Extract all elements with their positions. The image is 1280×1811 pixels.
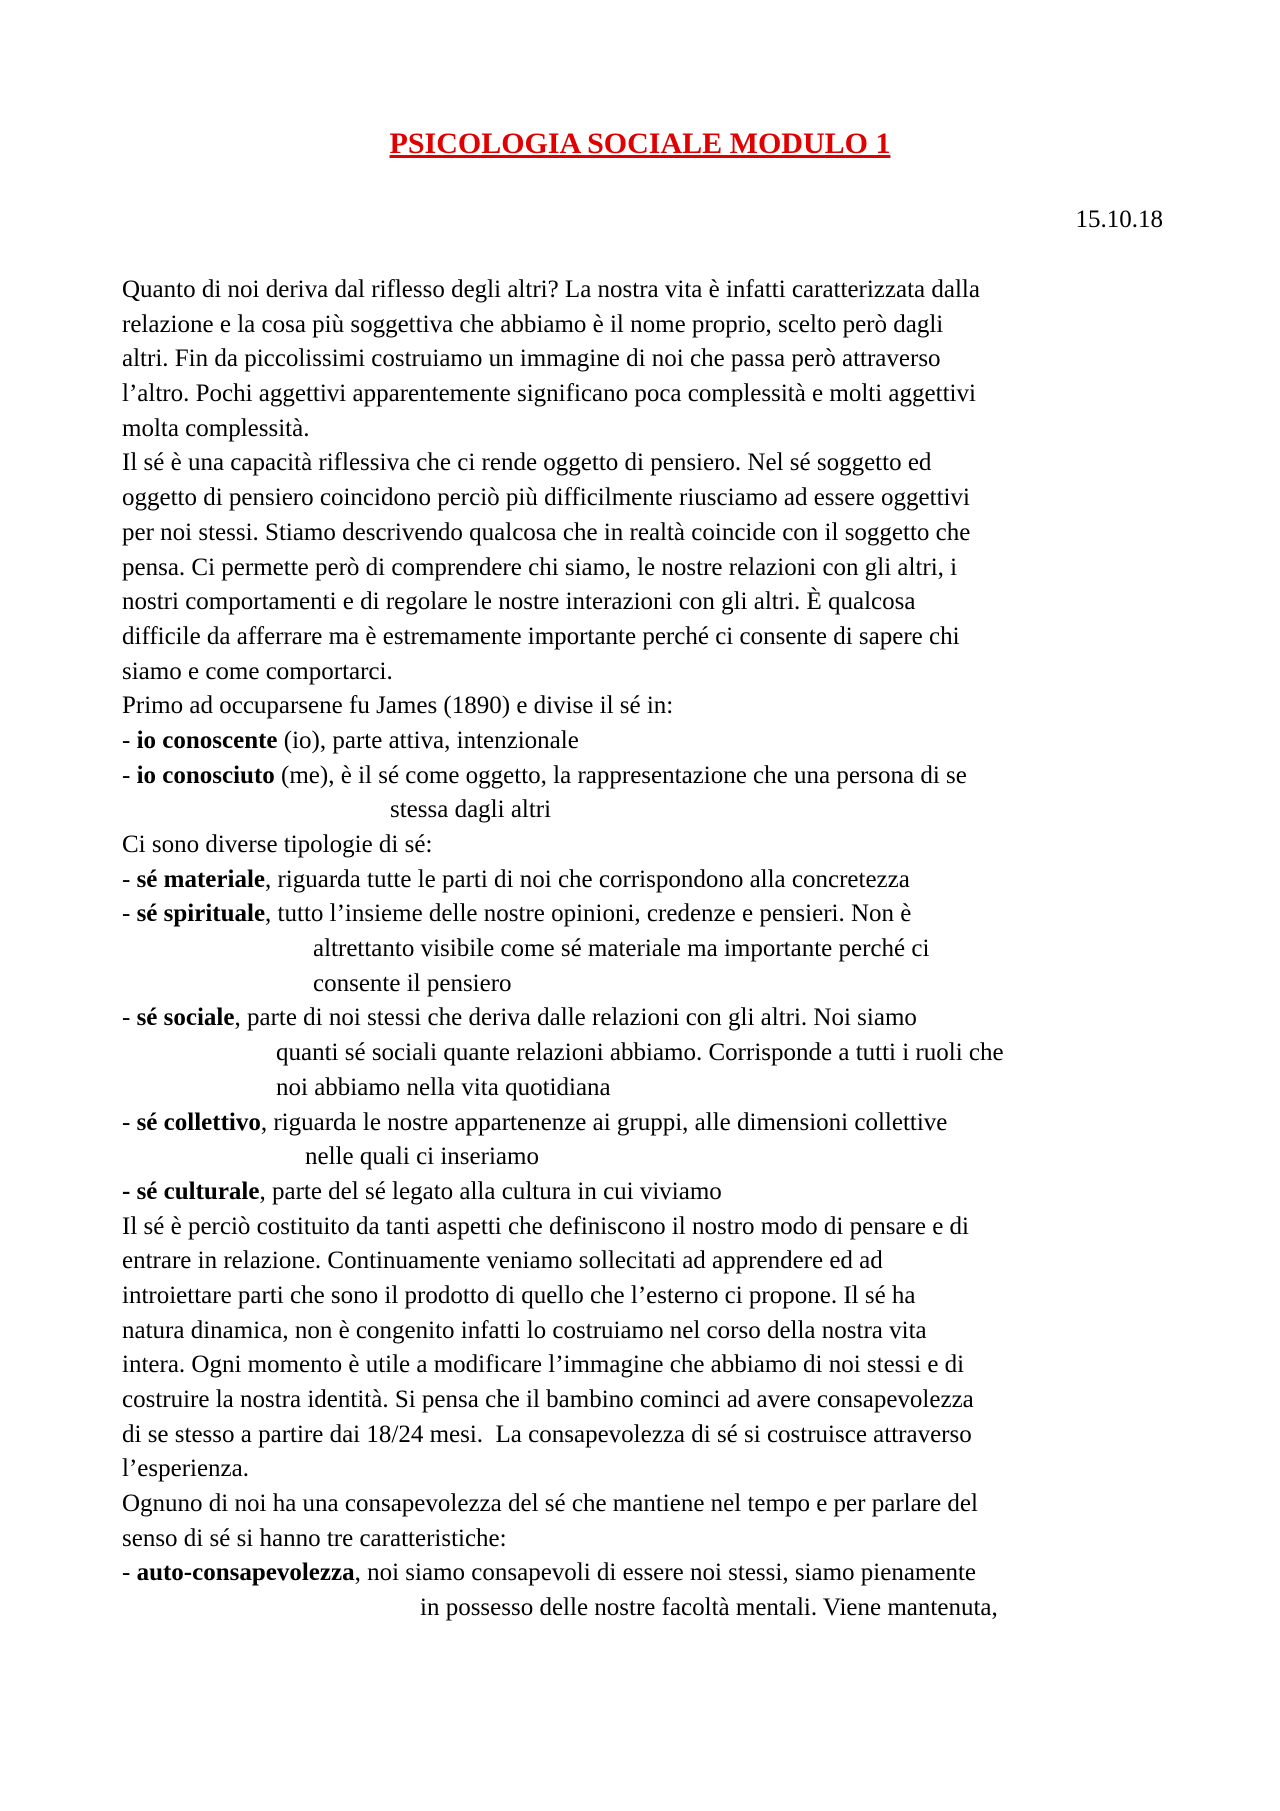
list-dash: - [122, 865, 137, 893]
term-bold: sé spirituale [136, 900, 266, 928]
text-line: costruire la nostra identità. Si pensa che il bambino cominci ad avere consapevolezza [122, 1386, 974, 1413]
text-line-continuation: nelle quali ci inseriamo [305, 1143, 539, 1171]
term-definition: (me), è il sé come oggetto, la rappresentazione che una persona di se [274, 761, 967, 789]
term-bold: sé collettivo [136, 1108, 261, 1136]
term-definition: , riguarda le nostre appartenenze ai gruppi, alle dimensioni collettive [260, 1108, 948, 1136]
text-line: l’altro. Pochi aggettivi apparentemente significano poca complessità e molti aggettivi [122, 380, 976, 408]
text-line: siamo e come comportarci. [122, 657, 393, 685]
term-definition: (io), parte attiva, intenzionale [277, 726, 579, 754]
text-line-continuation: noi abbiamo nella vita quotidiana [276, 1073, 611, 1101]
text-line-continuation: stessa dagli altri [390, 796, 552, 824]
text-line: difficile da afferrare ma è estremamente importante perché ci consente di sapere chi [122, 622, 960, 650]
term-bold: io conosciuto [136, 761, 275, 789]
list-dash: - [122, 761, 137, 789]
document-body [122, 273, 1167, 1626]
text-line: intera. Ogni momento è utile a modificare l’immagine che abbiamo di noi stessi e di [122, 1351, 965, 1379]
text-line-continuation: altrettanto visibile come sé materiale ma importante perché ci [313, 935, 930, 963]
list-dash: - [122, 1108, 137, 1136]
list-item-io-conoscente [122, 724, 1167, 759]
text-line: Ci sono diverse tipologie di sé: [122, 831, 433, 858]
list-dash: - [122, 1559, 137, 1587]
list-dash: - [122, 900, 137, 928]
text-line: Il sé è perciò costituito da tanti aspetti che definiscono il nostro modo di pensare e di [122, 1212, 969, 1240]
text-line: Ognuno di noi ha una consapevolezza del sé che mantiene nel tempo e per parlare del [122, 1490, 978, 1518]
text-line-continuation: in possesso delle nostre facoltà mentali. Viene mantenuta, [420, 1594, 998, 1622]
text-line: natura dinamica, non è congenito infatti lo costruiamo nel corso della nostra vita [122, 1316, 927, 1344]
list-item-se-materiale [122, 863, 1167, 898]
text-line: l’esperienza. [122, 1455, 250, 1483]
text-line: nostri comportamenti e di regolare le nostre interazioni con gli altri. È qualcosa [122, 588, 916, 616]
text-line: Il sé è una capacità riflessiva che ci rende oggetto di pensiero. Nel sé soggetto ed [122, 449, 932, 477]
text-line: Quanto di noi deriva dal riflesso degli altri? La nostra vita è infatti caratterizzata dalla [122, 276, 980, 303]
term-bold: - sé culturale [122, 1177, 260, 1205]
term-definition: , parte di noi stessi che deriva dalle relazioni con gli altri. Noi siamo [234, 1004, 917, 1032]
term-bold: sé materiale [136, 865, 265, 893]
term-definition: , noi siamo consapevoli di essere noi stessi, siamo pienamente [354, 1559, 977, 1587]
term-definition: , parte del sé legato alla cultura in cui viviamo [259, 1177, 722, 1205]
term-bold: sé sociale [136, 1004, 235, 1032]
text-line: senso di sé si hanno tre caratteristiche: [122, 1524, 507, 1552]
text-line: introiettare parti che sono il prodotto di quello che l’esterno ci propone. Il sé ha [122, 1281, 916, 1309]
text-line: di se stesso a partire dai 18/24 mesi. La consapevolezza di sé si costruisce attraverso [122, 1420, 972, 1448]
text-line: molta complessità. [122, 414, 310, 442]
list-item-se-collettivo [122, 1106, 1167, 1141]
term-bold: io conoscente [136, 726, 278, 754]
term-definition: , riguarda tutte le parti di noi che corrispondono alla concretezza [264, 865, 910, 893]
text-line-continuation: quanti sé sociali quante relazioni abbiamo. Corrisponde a tutti i ruoli che [276, 1039, 1004, 1067]
text-line: entrare in relazione. Continuamente veniamo sollecitati ad apprendere ed ad [122, 1247, 883, 1275]
list-item-se-sociale [122, 1001, 1167, 1036]
text-line: oggetto di pensiero coincidono perciò più difficilmente riusciamo ad essere oggettivi [122, 484, 970, 512]
term-bold: auto-consapevolezza [136, 1559, 355, 1587]
list-item-se-culturale [122, 1175, 1167, 1210]
text-line: pensa. Ci permette però di comprendere chi siamo, le nostre relazioni con gli altri, i [122, 553, 958, 581]
term-definition: , tutto l’insieme delle nostre opinioni, credenze e pensieri. Non è [265, 900, 912, 928]
list-item-se-spirituale [122, 897, 1167, 932]
list-dash: - [122, 1004, 137, 1032]
text-line: per noi stessi. Stiamo descrivendo qualcosa che in realtà coincide con il soggetto che [122, 518, 971, 546]
text-line: Primo ad occuparsene fu James (1890) e divise il sé in: [122, 692, 674, 720]
list-item-io-conosciuto [122, 759, 1167, 794]
text-line-continuation: consente il pensiero [313, 969, 512, 997]
text-line: altri. Fin da piccolissimi costruiamo un immagine di noi che passa però attraverso [122, 345, 941, 373]
list-item-auto-consapevolezza [122, 1556, 1167, 1591]
text-line: relazione e la cosa più soggettiva che abbiamo è il nome proprio, scelto però dagli [122, 310, 944, 338]
document-date: 15.10.18 [1075, 206, 1163, 233]
page-title: PSICOLOGIA SOCIALE MODULO 1 [389, 127, 891, 160]
list-dash: - [122, 726, 137, 754]
